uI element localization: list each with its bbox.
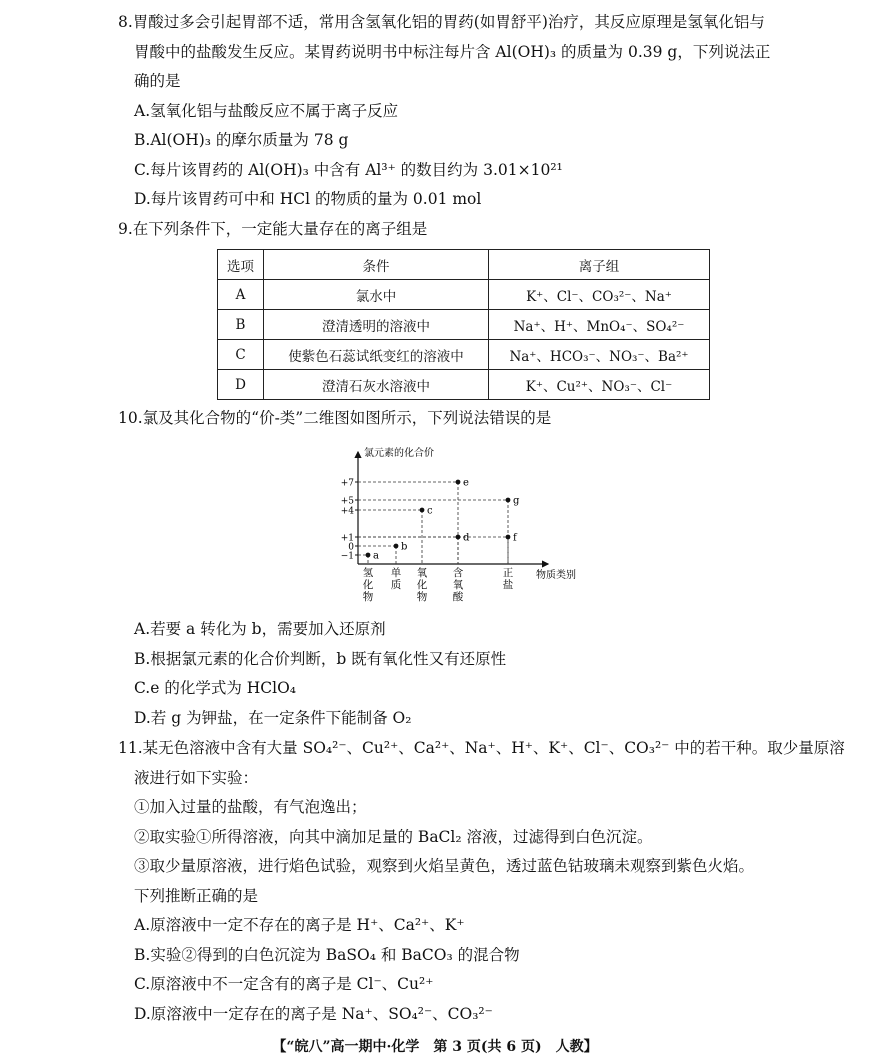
q8-option-b: B.Al(OH)₃ 的摩尔质量为 78 g [134, 131, 349, 149]
q8-option-a: A.氢氧化铝与盐酸反应不属于离子反应 [134, 102, 399, 120]
table-cell: 澄清石灰水溶液中 [264, 370, 489, 400]
table-header-row [218, 250, 710, 280]
q11-question: 下列推断正确的是 [134, 887, 259, 905]
data-point [420, 508, 425, 513]
q11-stem-line-1: 11.某无色溶液中含有大量 SO₄²⁻、Cu²⁺、Ca²⁺、Na⁺、H⁺、K⁺、Cl⁻、CO₃²⁻ 中的若干种。取少量原溶 [118, 739, 845, 757]
x-category-label: 氢化物 [362, 567, 374, 603]
data-point-label: b [401, 541, 408, 553]
table-row [218, 370, 710, 400]
x-axis-label: 物质类别 [536, 570, 576, 581]
x-category-label: 含氧酸 [452, 567, 464, 603]
q8-stem-line-2: 胃酸中的盐酸发生反应。某胃药说明书中标注每片含 Al(OH)₃ 的质量为 0.39 g，下列说法正 [134, 43, 771, 61]
y-tick-label: +4 [340, 506, 354, 517]
table-header: 离子组 [489, 250, 710, 280]
ion-group-table [217, 249, 710, 400]
x-category-label: 单质 [390, 567, 402, 591]
data-point-label: d [463, 532, 470, 544]
q11-option-a: A.原溶液中一定不存在的离子是 H⁺、Ca²⁺、K⁺ [134, 916, 465, 934]
q11-step-1: ①加入过量的盐酸，有气泡逸出； [134, 798, 367, 816]
table-cell: 氯水中 [264, 280, 489, 310]
table-cell: C [218, 340, 264, 370]
q11-stem-line-2: 液进行如下实验： [134, 769, 259, 787]
q8-stem-line-3: 确的是 [134, 72, 181, 90]
q10-option-c: C.e 的化学式为 HClO₄ [134, 679, 297, 697]
table-row [218, 340, 710, 370]
q11-option-c: C.原溶液中不一定含有的离子是 Cl⁻、Cu²⁺ [134, 975, 434, 993]
data-point [394, 544, 399, 549]
table-cell: B [218, 310, 264, 340]
data-point-label: g [513, 495, 520, 507]
table-cell: Na⁺、H⁺、MnO₄⁻、SO₄²⁻ [489, 310, 710, 340]
table-row [218, 310, 710, 340]
q11-step-3: ③取少量原溶液，进行焰色试验，观察到火焰呈黄色，透过蓝色钴玻璃未观察到紫色火焰。 [134, 857, 755, 875]
q10-stem: 10.氯及其化合物的“价-类”二维图如图所示，下列说法错误的是 [118, 409, 552, 427]
q8-option-d: D.每片该胃药可中和 HCl 的物质的量为 0.01 mol [134, 190, 482, 208]
table-cell: K⁺、Cu²⁺、NO₃⁻、Cl⁻ [489, 370, 710, 400]
valence-class-chart [336, 444, 586, 614]
data-point [366, 553, 371, 558]
data-point-label: e [463, 477, 469, 489]
data-point-label: a [373, 550, 379, 562]
table-header: 选项 [218, 250, 264, 280]
y-axis-label: 氯元素的化合价 [364, 448, 434, 459]
x-category-label: 氧化物 [416, 567, 428, 603]
data-point-label: f [513, 532, 517, 544]
y-tick-label: +7 [340, 478, 354, 489]
x-category-label: 正盐 [502, 567, 514, 591]
q10-option-b: B.根据氯元素的化合价判断，b 既有氧化性又有还原性 [134, 650, 507, 668]
table-cell: 使紫色石蕊试纸变红的溶液中 [264, 340, 489, 370]
y-tick-label: +1 [340, 533, 354, 544]
data-point [506, 535, 511, 540]
data-point-label: c [427, 505, 433, 517]
y-tick-label: +5 [340, 496, 354, 507]
q8-option-c: C.每片该胃药的 Al(OH)₃ 中含有 Al³⁺ 的数目约为 3.01×10²¹ [134, 161, 563, 179]
q11-option-b: B.实验②得到的白色沉淀为 BaSO₄ 和 BaCO₃ 的混合物 [134, 946, 520, 964]
table-cell: D [218, 370, 264, 400]
table-cell: Na⁺、HCO₃⁻、NO₃⁻、Ba²⁺ [489, 340, 710, 370]
q10-option-d: D.若 g 为钾盐，在一定条件下能制备 O₂ [134, 709, 412, 727]
table-cell: A [218, 280, 264, 310]
y-tick-label: −1 [340, 551, 354, 562]
q11-option-d: D.原溶液中一定存在的离子是 Na⁺、SO₄²⁻、CO₃²⁻ [134, 1005, 493, 1023]
y-tick-label: 0 [348, 542, 354, 553]
q9-stem: 9.在下列条件下，一定能大量存在的离子组是 [118, 220, 428, 238]
table-cell: K⁺、Cl⁻、CO₃²⁻、Na⁺ [489, 280, 710, 310]
q8-stem-line-1: 8.胃酸过多会引起胃部不适，常用含氢氧化铝的胃药(如胃舒平)治疗，其反应原理是氢氧化铝与 [118, 13, 765, 31]
table-row [218, 280, 710, 310]
table-cell: 澄清透明的溶液中 [264, 310, 489, 340]
table-header: 条件 [264, 250, 489, 280]
data-point [506, 498, 511, 503]
q10-option-a: A.若要 a 转化为 b，需要加入还原剂 [134, 620, 386, 638]
data-point [456, 535, 461, 540]
q11-step-2: ②取实验①所得溶液，向其中滴加足量的 BaCl₂ 溶液，过滤得到白色沉淀。 [134, 828, 653, 846]
page-footer: 【“皖八”高一期中·化学 第 3 页(共 6 页) 人教】 [272, 1039, 598, 1055]
data-point [456, 480, 461, 485]
